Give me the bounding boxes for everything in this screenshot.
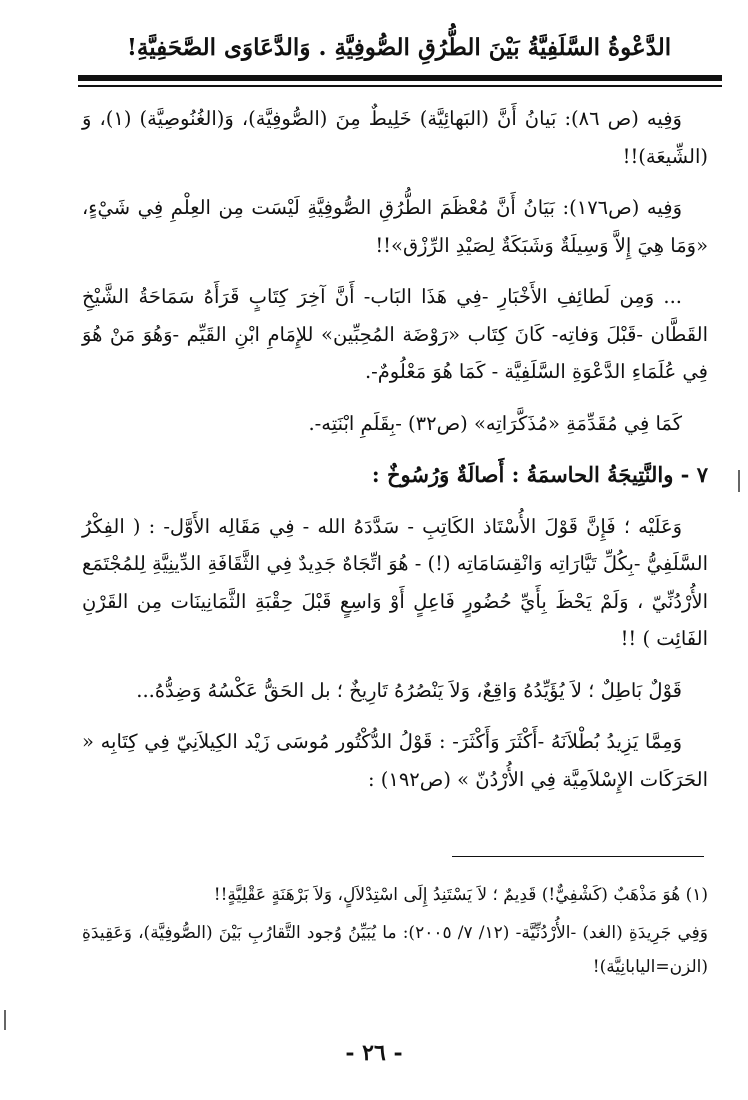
footnotes [82,878,708,988]
paragraph-5: وَعَلَيْه ؛ فَإِنَّ قَوْلَ الأُسْتَاذ الكَاتِبِ - سَدَّدَهُ الله - فِي مَقَالِه الأَوَّل- : ( الفِكْرُ السَّلَفِيُّ -بِكُلِّ تَيَّارَاتِه وَانْقِسَامَاتِه (!) - هُوَ اتِّجَاهٌ جَدِيدٌ فِي الثَّقَافَةِ الدِّينِيَّةِ لِلمُجْتَمَع الأُرْدُنِّيّ ، وَلَمْ يَحْظَ بِأَيِّ حُضُورٍ فَاعِلٍ أَوْ وَاسِعٍ قَبْلَ حِقْبَةِ الثَّمَانِينَات مِن القَرْنِ الفَائِت ) !! [82,514,708,650]
paragraph-2: وَفِيه (ص١٧٦): بَيَانُ أَنَّ مُعْظَمَ الطُّرُقِ الصُّوفِيَّةِ لَيْسَت مِن العِلْمِ فِي شَيْءٍ، «وَمَا هِيَ إِلاَّ وَسِيلَةٌ وَشَبَكَةٌ لِصَيْدِ الرِّزْق»!! [82,196,708,257]
paragraph-6: قَوْلٌ بَاطِلٌ ؛ لاَ يُؤَيِّدُهُ وَاقِعٌ، وَلاَ يَنْصُرُهُ تَارِيخٌ ؛ بل الحَقُّ عَكْسُهُ وَضِدُّهُ... [136,678,682,702]
paragraph-7: وَمِمَّا يَزِيدُ بُطْلاَنَهُ -أَكْثَرَ وَأَكْثَرَ- : قَوْلُ الدُّكْتُور مُوسَى زَيْد الكِيلاَنِيّ فِي كِتَابِه « الحَرَكَات الإِسْلاَمِيَّة فِي الأُرْدُنّ » (ص١٩٢) : [82,730,708,791]
running-header [80,30,718,70]
scan-edge-mark [4,1010,6,1030]
footnote-separator [452,856,704,857]
scan-edge-mark [738,470,740,492]
main-text [82,100,708,812]
footnote-2: وَفِي جَرِيدَةِ (الغد) -الأُرْدُنِّيَّة- (١٢/ ٧/ ٢٠٠٥): ما يُبَيِّنُ وُجود التَّقارُبِ بَيْنَ (الصُّوفِيَّة)، وَعَقِيدَةِ (الزن=اليابانِيَّة)! [82,923,708,977]
paragraph-3: ... وَمِن لَطائِفِ الأَخْبَارِ -فِي هَذَا البَاب- أَنَّ آخِرَ كِتَابٍ قَرَأَهُ سَمَاحَةُ الشَّيْخِ القَطَّان -قَبْلَ وَفاتِه- كَانَ كِتَاب «رَوْضَة المُحِبِّين» للإِمَامِ ابْنِ القَيِّم -وَهُوَ مَنْ هُوَ فِي عُلَمَاءِ الدَّعْوَةِ السَّلَفِيَّة - كَمَا هُوَ مَعْلُومٌ-. [82,285,708,383]
header-rule-thick [78,75,722,81]
paragraph-1: وَفِيه (ص ٨٦): بَيانُ أَنَّ (البَهائِيَّة) خَلِيطٌ مِنَ (الصُّوفِيَّة)، وَ(الغُنُوصِيَّة) (١)، وَ (الشِّيعَة)!! [82,107,708,168]
paragraph-4: كَمَا فِي مُقَدِّمَةِ «مُذَكَّرَاتِه» (ص٣٢) -بِقَلَمِ ابْنَتِه-. [308,411,682,435]
header-title: الدَّعْوةُ السَّلَفِيَّةُ بَيْنَ الطُّرُقِ الصُّوفِيَّةِ . وَالدَّعَاوَى الصَّحَفِيَّةِ! [126,34,672,61]
footnote-1: (١) هُوَ مَذْهَبٌ (كَشْفِيٌّ!) قَدِيمٌ ؛ لاَ يَسْتَنِدُ إِلَى اسْتِدْلاَلٍ، وَلاَ بَرْهَنَةٍ عَقْلِيَّةٍ!! [213,885,708,905]
page-number: - ٢٦ - [345,1040,403,1066]
header-rule-thin [78,85,722,87]
section-heading: ٧ - والنَّتِيجَةُ الحاسمَةُ : أَصالَةٌ وَرُسُوخٌ : [371,462,708,487]
